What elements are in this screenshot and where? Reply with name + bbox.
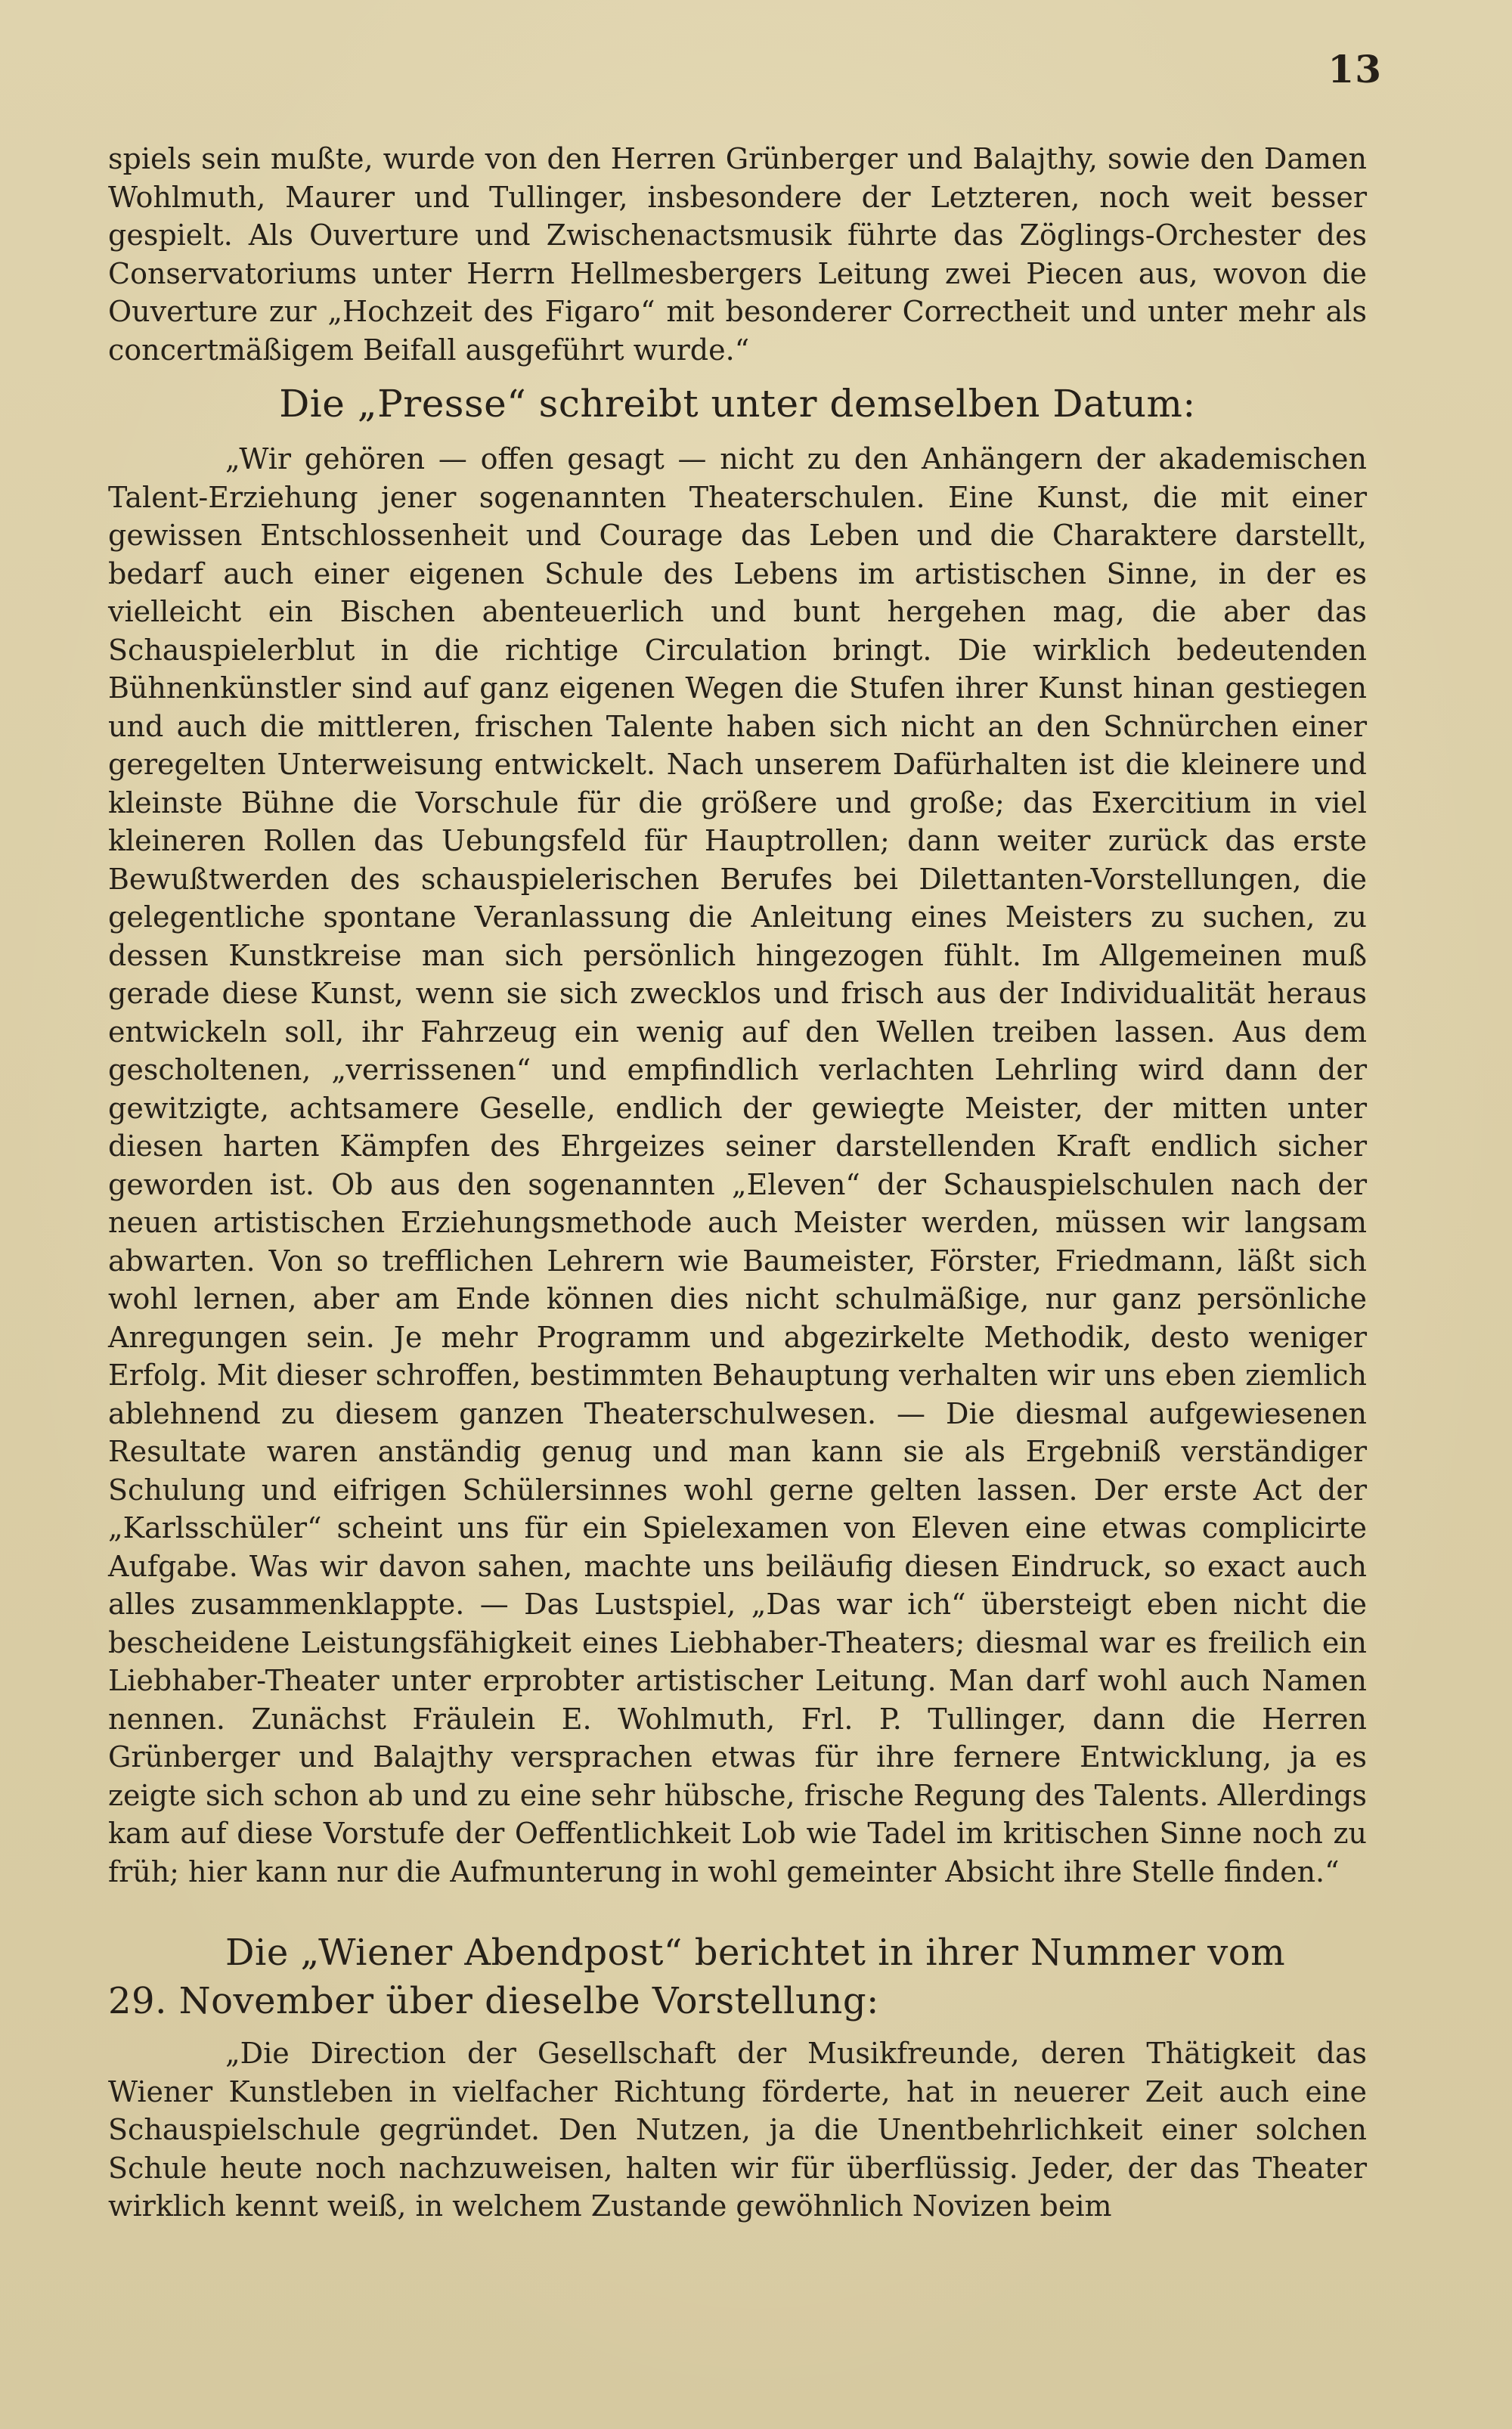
heading-line-1: Die „Wiener Abendpost“ berichtet in ihrer Nummer vom bbox=[225, 1932, 1286, 1974]
section-heading-presse: Die „Presse“ schreibt unter demselben Datum: bbox=[279, 382, 1196, 426]
heading-line-2: 29. November über dieselbe Vorstellung: bbox=[108, 1980, 879, 2022]
section-heading-abendpost bbox=[108, 1929, 1367, 2025]
page-body bbox=[108, 140, 1367, 2226]
paragraph-continuation: spiels sein mußte, wurde von den Herren Grünberger und Balajthy, sowie den Damen Wohlmuth, Maurer und Tullinger, insbesondere der Letzteren, noch weit besser gespielt. Als Ouverture und Zwischenactsmusik führte das Zöglings-Orchester des Conservatoriums unter Herrn Hellmesbergers Leitung zwei Piecen aus, wovon die Ouverture zur „Hochzeit des Figaro“ mit besonderer Correctheit und unter mehr als concertmäßigem Beifall ausgeführt wurde.“ bbox=[108, 142, 1367, 367]
page-number: 13 bbox=[1328, 47, 1382, 91]
paragraph-abendpost-quote: „Die Direction der Gesellschaft der Musikfreunde, deren Thätigkeit das Wiener Kunstleben in vielfacher Richtung förderte, hat in neuerer Zeit auch eine Schauspielschule gegründet. Den Nutzen, ja die Unentbehrlichkeit einer solchen Schule heute noch nachzuweisen, halten wir für überflüssig. Jeder, der das Theater wirklich kennt weiß, in welchem Zustande gewöhnlich Novizen beim bbox=[108, 2037, 1367, 2223]
paragraph-presse-quote: „Wir gehören — offen gesagt — nicht zu den Anhängern der akademischen Talent-Erziehung jener sogenannten Theaterschulen. Eine Kunst, die mit einer gewissen Entschlossenheit und Courage das Leben und die Charaktere darstellt, bedarf auch einer eigenen Schule des Lebens im artistischen Sinne, in der es vielleicht ein Bischen abenteuerlich und bunt hergehen mag, die aber das Schauspielerblut in die richtige Circulation bringt. Die wirklich bedeutenden Bühnenkünstler sind auf ganz eigenen Wegen die Stufen ihrer Kunst hinan gestiegen und auch die mittleren, frischen Talente haben sich nicht an den Schnürchen einer geregelten Unterweisung entwickelt. Nach unserem Dafürhalten ist die kleinere und kleinste Bühne die Vorschule für die größere und große; das Exercitium in viel kleineren Rollen das Uebungsfeld für Hauptrollen; dann weiter zurück das erste Bewußtwerden des schauspielerischen Berufes bei Dilettanten-Vorstellungen, die gelegentliche spontane Veranlassung die Anleitung eines Meisters zu suchen, zu dessen Kunstkreise man sich persönlich hingezogen fühlt. Im Allgemeinen muß gerade diese Kunst, wenn sie sich zwecklos und frisch aus der Individualität heraus entwickeln soll, ihr Fahrzeug ein wenig auf den Wellen treiben lassen. Aus dem gescholtenen, „verrissenen“ und empfindlich verlachten Lehrling wird dann der gewitzigte, achtsamere Geselle, endlich der gewiegte Meister, der mitten unter diesen harten Kämpfen des Ehrgeizes seiner darstellenden Kraft endlich sicher geworden ist. Ob aus den sogenannten „Eleven“ der Schauspielschulen nach der neuen artistischen Erziehungsmethode auch Meister werden, müssen wir langsam abwarten. Von so trefflichen Lehrern wie Baumeister, Förster, Friedmann, läßt sich wohl lernen, aber am Ende können dies nicht schulmäßige, nur ganz persönliche Anregungen sein. Je mehr Programm und abgezirkelte Methodik, desto weniger Erfolg. Mit dieser schroffen, bestimmten Behauptung verhalten wir uns eben ziemlich ablehnend zu diesem ganzen Theaterschulwesen. — Die diesmal aufgewiesenen Resultate waren anständig genug und man kann sie als Ergebniß verständiger Schulung und eifrigen Schülersinnes wohl gerne gelten lassen. Der erste Act der „Karlsschüler“ scheint uns für ein Spielexamen von Eleven eine etwas complicirte Aufgabe. Was wir davon sahen, machte uns beiläufig diesen Eindruck, so exact auch alles zusammenklappte. — Das Lustspiel, „Das war ich“ übersteigt eben nicht die bescheidene Leistungsfähigkeit eines Liebhaber-Theaters; diesmal war es freilich ein Liebhaber-Theater unter erprobter artistischer Leitung. Man darf wohl auch Namen nennen. Zunächst Fräulein E. Wohlmuth, Frl. P. Tullinger, dann die Herren Grünberger und Balajthy versprachen etwas für ihre fernere Entwicklung, ja es zeigte sich schon ab und zu eine sehr hübsche, frische Regung des Talents. Allerdings kam auf diese Vorstufe der Oeffentlichkeit Lob wie Tadel im kritischen Sinne noch zu früh; hier kann nur die Aufmunterung in wohl gemeinter Absicht ihre Stelle finden.“ bbox=[108, 442, 1367, 1888]
